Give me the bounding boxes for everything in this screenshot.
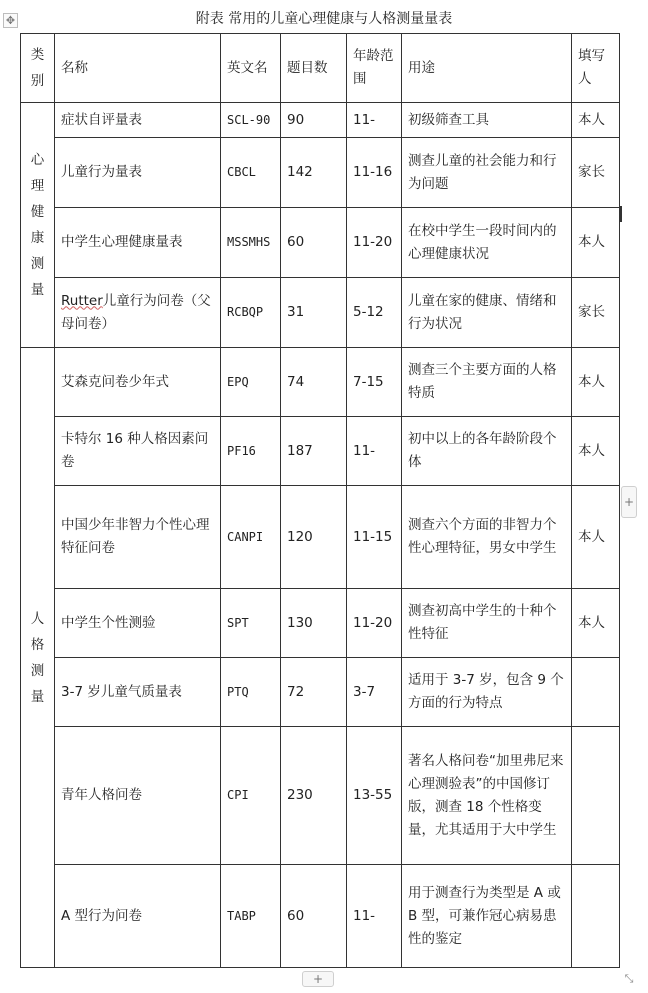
cell-abbr: PF16 [221, 417, 281, 486]
cell-filler: 本人 [572, 208, 620, 278]
cell-items: 72 [281, 658, 347, 727]
cell-name: 卡特尔 16 种人格因素问卷 [55, 417, 221, 486]
cell-abbr: CPI [221, 727, 281, 865]
header-english: 英文名 [221, 34, 281, 103]
header-filler: 填写人 [572, 34, 620, 103]
cell-filler: 本人 [572, 103, 620, 138]
add-column-button[interactable]: + [621, 486, 637, 518]
cell-items: 90 [281, 103, 347, 138]
cell-use: 测查初高中学生的十种个性特征 [402, 589, 572, 658]
cell-items: 60 [281, 208, 347, 278]
cell-abbr: CBCL [221, 138, 281, 208]
cell-age: 3-7 [347, 658, 402, 727]
table-row [21, 138, 620, 208]
cell-abbr: PTQ [221, 658, 281, 727]
cell-name-prefix: Rutter [61, 292, 103, 309]
cell-use: 在校中学生一段时间内的心理健康状况 [402, 208, 572, 278]
header-category: 类别 [21, 34, 55, 103]
cell-age: 13-55 [347, 727, 402, 865]
cell-use: 著名人格问卷“加里弗尼来心理测验表”的中国修订版，测查 18 个性格变量，尤其适用于大中学生 [402, 727, 572, 865]
cell-filler [572, 658, 620, 727]
cell-items: 60 [281, 865, 347, 968]
cell-items: 230 [281, 727, 347, 865]
table-row [21, 348, 620, 417]
table-row [21, 658, 620, 727]
cell-abbr: TABP [221, 865, 281, 968]
cell-name: 儿童行为量表 [55, 138, 221, 208]
cell-age: 11- [347, 417, 402, 486]
cell-name-rest: 儿童行为问卷（父母问卷） [61, 292, 211, 332]
header-items: 题目数 [281, 34, 347, 103]
cell-use: 适用于 3-7 岁，包含 9 个方面的行为特点 [402, 658, 572, 727]
cell-use: 测查六个方面的非智力个性心理特征，男女中学生 [402, 486, 572, 589]
table-row [21, 486, 620, 589]
cell-filler: 本人 [572, 486, 620, 589]
cell-age: 11-15 [347, 486, 402, 589]
cell-items: 142 [281, 138, 347, 208]
table-resize-icon[interactable]: ⤡ [624, 972, 634, 985]
scale-table [20, 33, 620, 968]
cell-abbr: EPQ [221, 348, 281, 417]
text-cursor [620, 206, 622, 222]
cell-age: 11-20 [347, 589, 402, 658]
cell-name: 青年人格问卷 [55, 727, 221, 865]
cell-use: 测查儿童的社会能力和行为问题 [402, 138, 572, 208]
cell-name: A 型行为问卷 [55, 865, 221, 968]
header-name: 名称 [55, 34, 221, 103]
cell-use: 初级筛查工具 [402, 103, 572, 138]
cell-abbr: CANPI [221, 486, 281, 589]
table-row [21, 865, 620, 968]
cell-age: 11-20 [347, 208, 402, 278]
cell-age: 11- [347, 103, 402, 138]
header-age: 年龄范围 [347, 34, 402, 103]
cell-filler: 本人 [572, 348, 620, 417]
cell-age: 5-12 [347, 278, 402, 348]
cell-use: 用于测查行为类型是 A 或 B 型，可兼作冠心病易患性的鉴定 [402, 865, 572, 968]
cell-abbr: MSSMHS [221, 208, 281, 278]
table-row [21, 103, 620, 138]
cell-name [55, 278, 221, 348]
cell-age: 7-15 [347, 348, 402, 417]
category-mental-health: 心理健康测量 [21, 103, 55, 348]
cell-name: 中学生个性测验 [55, 589, 221, 658]
cell-name: 中学生心理健康量表 [55, 208, 221, 278]
category-personality: 人格测量 [21, 348, 55, 968]
cell-filler: 家长 [572, 278, 620, 348]
cell-use: 测查三个主要方面的人格特质 [402, 348, 572, 417]
cell-name: 症状自评量表 [55, 103, 221, 138]
cell-name: 艾森克问卷少年式 [55, 348, 221, 417]
cell-use: 儿童在家的健康、情绪和行为状况 [402, 278, 572, 348]
cell-abbr: RCBQP [221, 278, 281, 348]
table-row [21, 589, 620, 658]
cell-filler: 本人 [572, 417, 620, 486]
table-row [21, 208, 620, 278]
cell-abbr: SCL-90 [221, 103, 281, 138]
cell-filler: 本人 [572, 589, 620, 658]
cell-items: 130 [281, 589, 347, 658]
table-title: 附表 常用的儿童心理健康与人格测量量表 [195, 11, 453, 27]
header-use: 用途 [402, 34, 572, 103]
cell-filler: 家长 [572, 138, 620, 208]
cell-items: 120 [281, 486, 347, 589]
cell-filler [572, 727, 620, 865]
cell-items: 74 [281, 348, 347, 417]
header-row [21, 34, 620, 103]
table-row [21, 727, 620, 865]
table-row [21, 278, 620, 348]
cell-filler [572, 865, 620, 968]
cell-age: 11- [347, 865, 402, 968]
cell-abbr: SPT [221, 589, 281, 658]
cell-items: 187 [281, 417, 347, 486]
cell-age: 11-16 [347, 138, 402, 208]
cell-use: 初中以上的各年龄阶段个体 [402, 417, 572, 486]
table-move-icon[interactable]: ✥ [3, 13, 18, 28]
add-row-button[interactable]: + [302, 971, 334, 987]
cell-name: 中国少年非智力个性心理特征问卷 [55, 486, 221, 589]
table-row [21, 417, 620, 486]
cell-items: 31 [281, 278, 347, 348]
cell-name: 3-7 岁儿童气质量表 [55, 658, 221, 727]
